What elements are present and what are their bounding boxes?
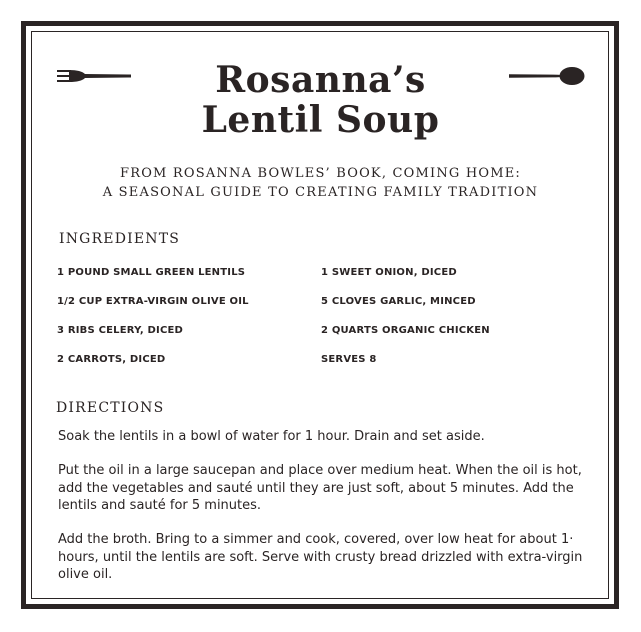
ingredient-item: 2 CARROTS, DICED <box>57 354 166 365</box>
ingredient-item: 3 RIBS CELERY, DICED <box>57 325 184 336</box>
directions-heading: DIRECTIONS <box>56 400 165 416</box>
ingredient-item: 1 POUND SMALL GREEN LENTILS <box>57 267 246 278</box>
ingredient-item: 2 QUARTS ORGANIC CHICKEN <box>321 325 490 336</box>
servings-note: SERVES 8 <box>321 354 377 365</box>
ingredient-item: 5 CLOVES GARLIC, MINCED <box>321 296 476 307</box>
ingredient-item: 1 SWEET ONION, DICED <box>321 267 457 278</box>
direction-step-1: Soak the lentils in a bowl of water for 1 hour. Drain and set aside. <box>58 429 485 444</box>
subtitle-line-1: FROM ROSANNA BOWLES’ BOOK, COMING HOME: <box>119 166 522 181</box>
ingredient-item: 1/2 CUP EXTRA-VIRGIN OLIVE OIL <box>57 296 249 307</box>
direction-step-3: Add the broth. Bring to a simmer and cook, covered, over low heat for about 1· hours, until the lentils are soft. Serve with crusty bread drizzled with extra-virgin olive oil. <box>58 532 583 582</box>
ingredients-heading: INGREDIENTS <box>59 231 181 247</box>
subtitle-line-2: A SEASONAL GUIDE TO CREATING FAMILY TRADITION <box>102 185 539 200</box>
recipe-title-line-1: Rosanna’s <box>215 59 426 101</box>
recipe-title-line-2: Lentil Soup <box>201 99 440 141</box>
direction-step-2: Put the oil in a large saucepan and place over medium heat. When the oil is hot, add the vegetables and sauté until they are just soft, about 5 minutes. Add the lentils and sauté for 5 minutes. <box>58 463 582 513</box>
